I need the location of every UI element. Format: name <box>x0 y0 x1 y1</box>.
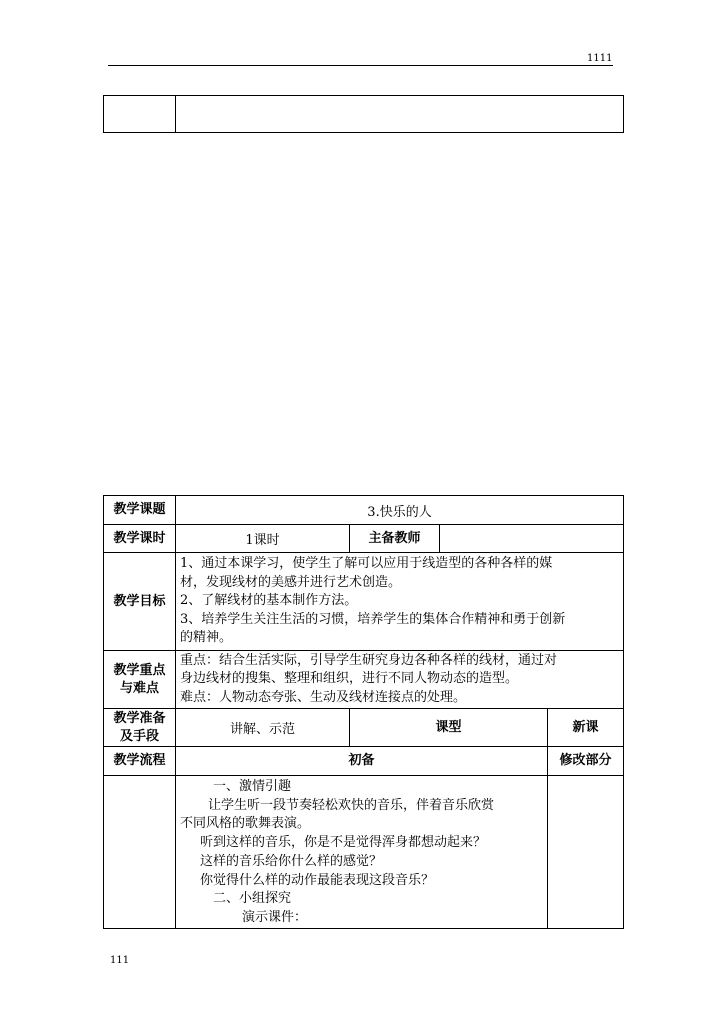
keypoints-content <box>176 651 624 709</box>
flow-line: 听到这样的音乐，你是不是觉得浑身都想动起来？ <box>200 835 487 851</box>
lesson-type-value: 新课 <box>548 709 624 747</box>
goal-line: 3、培养学生关注生活的习惯，培养学生的集体合作精神和勇于创新 <box>180 611 566 627</box>
goal-line: 2、了解线材的基本制作方法。 <box>180 593 358 609</box>
flow-label: 教学流程 <box>104 747 176 776</box>
flow-line: 一、激情引趣 <box>213 779 292 794</box>
top-table-right-cell <box>176 96 624 133</box>
goal-line: 的精神。 <box>180 630 233 646</box>
topic-value: 3.快乐的人 <box>176 496 624 525</box>
prep-label-line-2: 及手段 <box>119 728 159 744</box>
keypoints-label-line-2: 与难点 <box>119 680 159 696</box>
top-empty-table <box>103 95 624 133</box>
prep-label <box>104 709 176 747</box>
keypoint-line: 重点：结合生活实际，引导学生研究身边各种各样的线材，通过对 <box>180 652 558 668</box>
lead-teacher-label: 主备教师 <box>350 525 440 553</box>
hours-value: 1课时 <box>176 525 350 553</box>
lesson-plan-table <box>103 495 624 929</box>
flow-line: 二、小组探究 <box>213 891 292 907</box>
topic-label: 教学课题 <box>104 496 176 525</box>
page-header-marker: 1111 <box>587 53 613 64</box>
flow-line: 不同风格的歌舞表演。 <box>180 816 311 832</box>
revision-cell <box>548 776 624 929</box>
prep-label-line-1: 教学准备 <box>113 710 166 726</box>
goal-line: 1、通过本课学习，使学生了解可以应用于线造型的各种各样的媒 <box>180 556 553 572</box>
goals-content <box>176 553 624 651</box>
goals-label: 教学目标 <box>104 553 176 651</box>
lesson-type-label: 课型 <box>350 709 548 747</box>
flow-content <box>176 776 548 929</box>
goal-line: 材，发现线材的美感并进行艺术创造。 <box>180 574 402 590</box>
top-table-left-cell <box>104 96 176 133</box>
keypoint-line: 难点：人物动态夸张、生动及线材连接点的处理。 <box>180 689 467 705</box>
hours-label: 教学课时 <box>104 525 176 553</box>
lead-teacher-value <box>440 525 624 553</box>
draft-label: 初备 <box>176 747 548 776</box>
header-rule <box>108 65 613 66</box>
keypoint-line: 身边线材的搜集、整理和组织，进行不同人物动态的造型。 <box>180 671 519 687</box>
flow-line: 这样的音乐给你什么样的感觉？ <box>200 853 383 869</box>
flow-line: 你觉得什么样的动作最能表现这段音乐？ <box>200 872 435 888</box>
keypoints-label <box>104 651 176 709</box>
revision-label: 修改部分 <box>548 747 624 776</box>
flow-line: 让学生听一段节奏轻松欢快的音乐，伴着音乐欣赏 <box>208 797 495 813</box>
keypoints-label-line-1: 教学重点 <box>113 662 166 678</box>
prep-value: 讲解、示范 <box>176 709 350 747</box>
page-footer-marker: 111 <box>110 955 130 966</box>
flow-left-cell <box>104 776 176 929</box>
flow-line: 演示课件： <box>242 909 308 925</box>
